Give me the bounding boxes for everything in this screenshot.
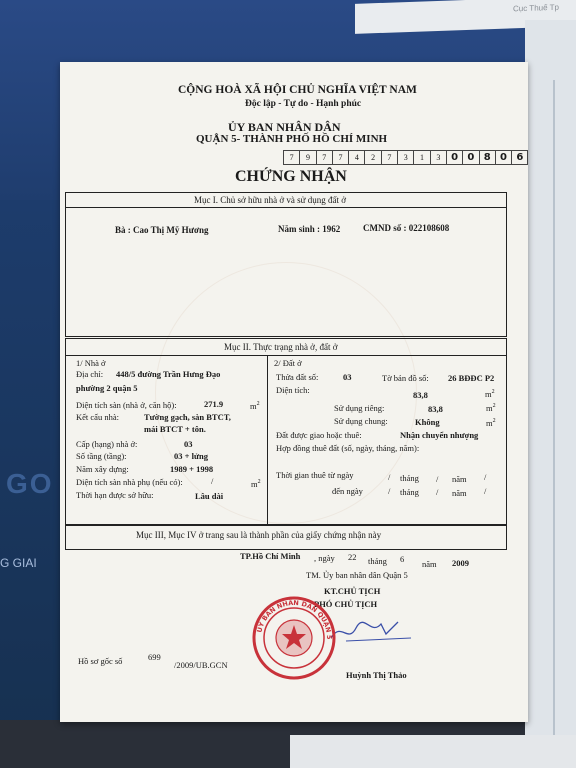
lease-to-year-label: năm [452,488,467,498]
lease-from-year-label: năm [452,474,467,484]
lease-to-month-label: tháng [400,487,419,497]
seal-text: ỦY BAN NHÂN DÂN QUẬN 5 [255,598,334,640]
aux-area-value: / [211,476,214,486]
private-use-value: 83,8 [428,404,443,414]
map-value: 26 BĐĐC P2 [448,373,495,383]
lease-from-label: Thời gian thuê từ ngày [276,470,354,480]
certificate-document [60,62,528,722]
house-title: 1/ Nhà ở [76,358,106,368]
lease-to-label: đến ngày [332,486,363,496]
issue-day: 22 [348,552,357,562]
serial-digit: 9 [300,150,316,165]
shared-use-value: Không [415,417,440,427]
lease-from-year: / [484,472,487,482]
issue-date-prefix: , ngày [314,553,335,563]
address-label: Địa chỉ: [76,369,104,379]
lease-contract-label: Hợp đồng thuê đất (số, ngày, tháng, năm): [276,443,420,453]
section-1-box [65,192,507,337]
floor-area-unit: $m^2$ [250,401,260,411]
grade-value: 03 [184,439,193,449]
map-label: Tờ bản đồ số: [382,373,429,383]
lease-from-day: / [388,472,391,482]
land-area-unit: $m^2$ [485,389,495,399]
land-source-value: Nhận chuyển nhượng [400,430,479,440]
serial-digit: 3 [398,150,414,165]
signer-title-2: PHÓ CHỦ TỊCH [314,599,378,609]
shared-use-label: Sử dụng chung: [334,416,388,426]
issue-month: 6 [400,554,405,564]
national-title: CỘNG HOÀ XÃ HỘI CHỦ NGHĨA VIỆT NAM [178,84,417,96]
issuer-subtitle: QUẬN 5- THÀNH PHỐ HỒ CHÍ MINH [196,133,388,145]
issue-place: TP.Hồ Chí Minh [240,551,301,561]
backdrop-logo-text: GO [6,468,54,499]
floor-area-label: Diện tích sàn (nhà ở, căn hộ): [76,400,177,410]
section-1-heading: Mục I. Chủ sở hữu nhà ở và sử dụng đất ở [194,195,347,205]
shared-use-unit: $m^2$ [486,418,496,428]
issue-year-label: năm [422,559,437,569]
term-value: Lâu dài [195,491,224,501]
grade-label: Cấp (hạng) nhà ở: [76,439,138,449]
address-line-1: 448/5 đường Trần Hưng Đạo [116,369,221,379]
issuing-org: TM. Ủy ban nhân dân Quận 5 [306,570,408,580]
land-area-label: Diện tích: [276,385,310,395]
signer-title-1: KT.CHỦ TỊCH [324,586,381,596]
serial-number-boxes [283,150,528,165]
right-sheet [525,20,576,768]
section-2-heading: Mục II. Thực trạng nhà ở, đất ở [224,342,338,352]
address-line-2: phường 2 quận 5 [76,383,138,393]
file-number-label: Hồ sơ gốc số [78,656,123,666]
file-number-suffix: /2009/UB.GCN [174,660,228,670]
bottom-sheet [290,735,576,768]
private-use-label: Sử dụng riêng: [334,403,385,413]
official-seal [251,595,337,681]
structure-label: Kết cấu nhà: [76,412,119,422]
file-number: 699 [148,652,161,662]
aux-area-label: Diện tích sàn nhà phụ (nếu có): [76,477,183,487]
lease-to-day: / [388,486,391,496]
structure-line-1: Tường gạch, sàn BTCT, [144,412,231,422]
serial-digit: 7 [283,150,300,165]
land-title: 2/ Đất ở [274,358,302,368]
back-paper-text: Cục Thuế Tp [513,2,559,14]
serial-digit: 1 [414,150,430,165]
floors-label: Số tầng (tầng): [76,451,127,461]
lease-to-month: / [436,487,439,497]
serial-digit: 0 [496,150,512,165]
built-year-value: 1989 + 1998 [170,464,214,474]
aux-area-unit: $m^2$ [251,479,261,489]
serial-digit: 0 [463,150,479,165]
signer-name: Huỳnh Thị Thảo [346,670,407,680]
private-use-unit: $m^2$ [486,403,496,413]
issue-month-label: tháng [368,556,387,566]
serial-digit: 6 [512,150,528,165]
floors-value: 03 + lửng [174,451,209,461]
serial-digit: 8 [480,150,496,165]
signature-mark [326,616,416,646]
parcel-value: 03 [343,372,352,382]
issue-year: 2009 [452,558,469,568]
footer-note: Mục III, Mục IV ở trang sau là thành phần của giấy chứng nhận này [136,530,382,540]
serial-digit: 0 [447,150,463,165]
certificate-title: CHỨNG NHẬN [235,168,347,185]
structure-line-2: mái BTCT + tôn. [144,424,206,434]
land-source-label: Đất được giao hoặc thuê: [276,430,362,440]
built-year-label: Năm xây dựng: [76,464,129,474]
backdrop-text: G GIAI [0,556,37,570]
serial-digit: 7 [317,150,333,165]
serial-digit: 2 [365,150,381,165]
national-motto: Độc lập - Tự do - Hạnh phúc [245,99,362,109]
lease-from-month-label: tháng [400,473,419,483]
issuer-title: ỦY BAN NHÂN DÂN [228,120,341,134]
serial-digit: 4 [349,150,365,165]
serial-digit: 7 [333,150,349,165]
serial-digit: 7 [382,150,398,165]
lease-to-year: / [484,486,487,496]
land-area-value: 83,8 [413,390,428,400]
term-label: Thời hạn được sở hữu: [76,490,154,500]
serial-digit: 3 [431,150,447,165]
parcel-label: Thửa đất số: [276,372,319,382]
owner-name: Bà : Cao Thị Mỹ Hương [115,225,209,235]
lease-from-month: / [436,474,439,484]
id-number: CMND số : 022108608 [363,223,450,233]
birth-year: Năm sinh : 1962 [278,224,341,234]
floor-area-value: 271.9 [204,399,224,409]
